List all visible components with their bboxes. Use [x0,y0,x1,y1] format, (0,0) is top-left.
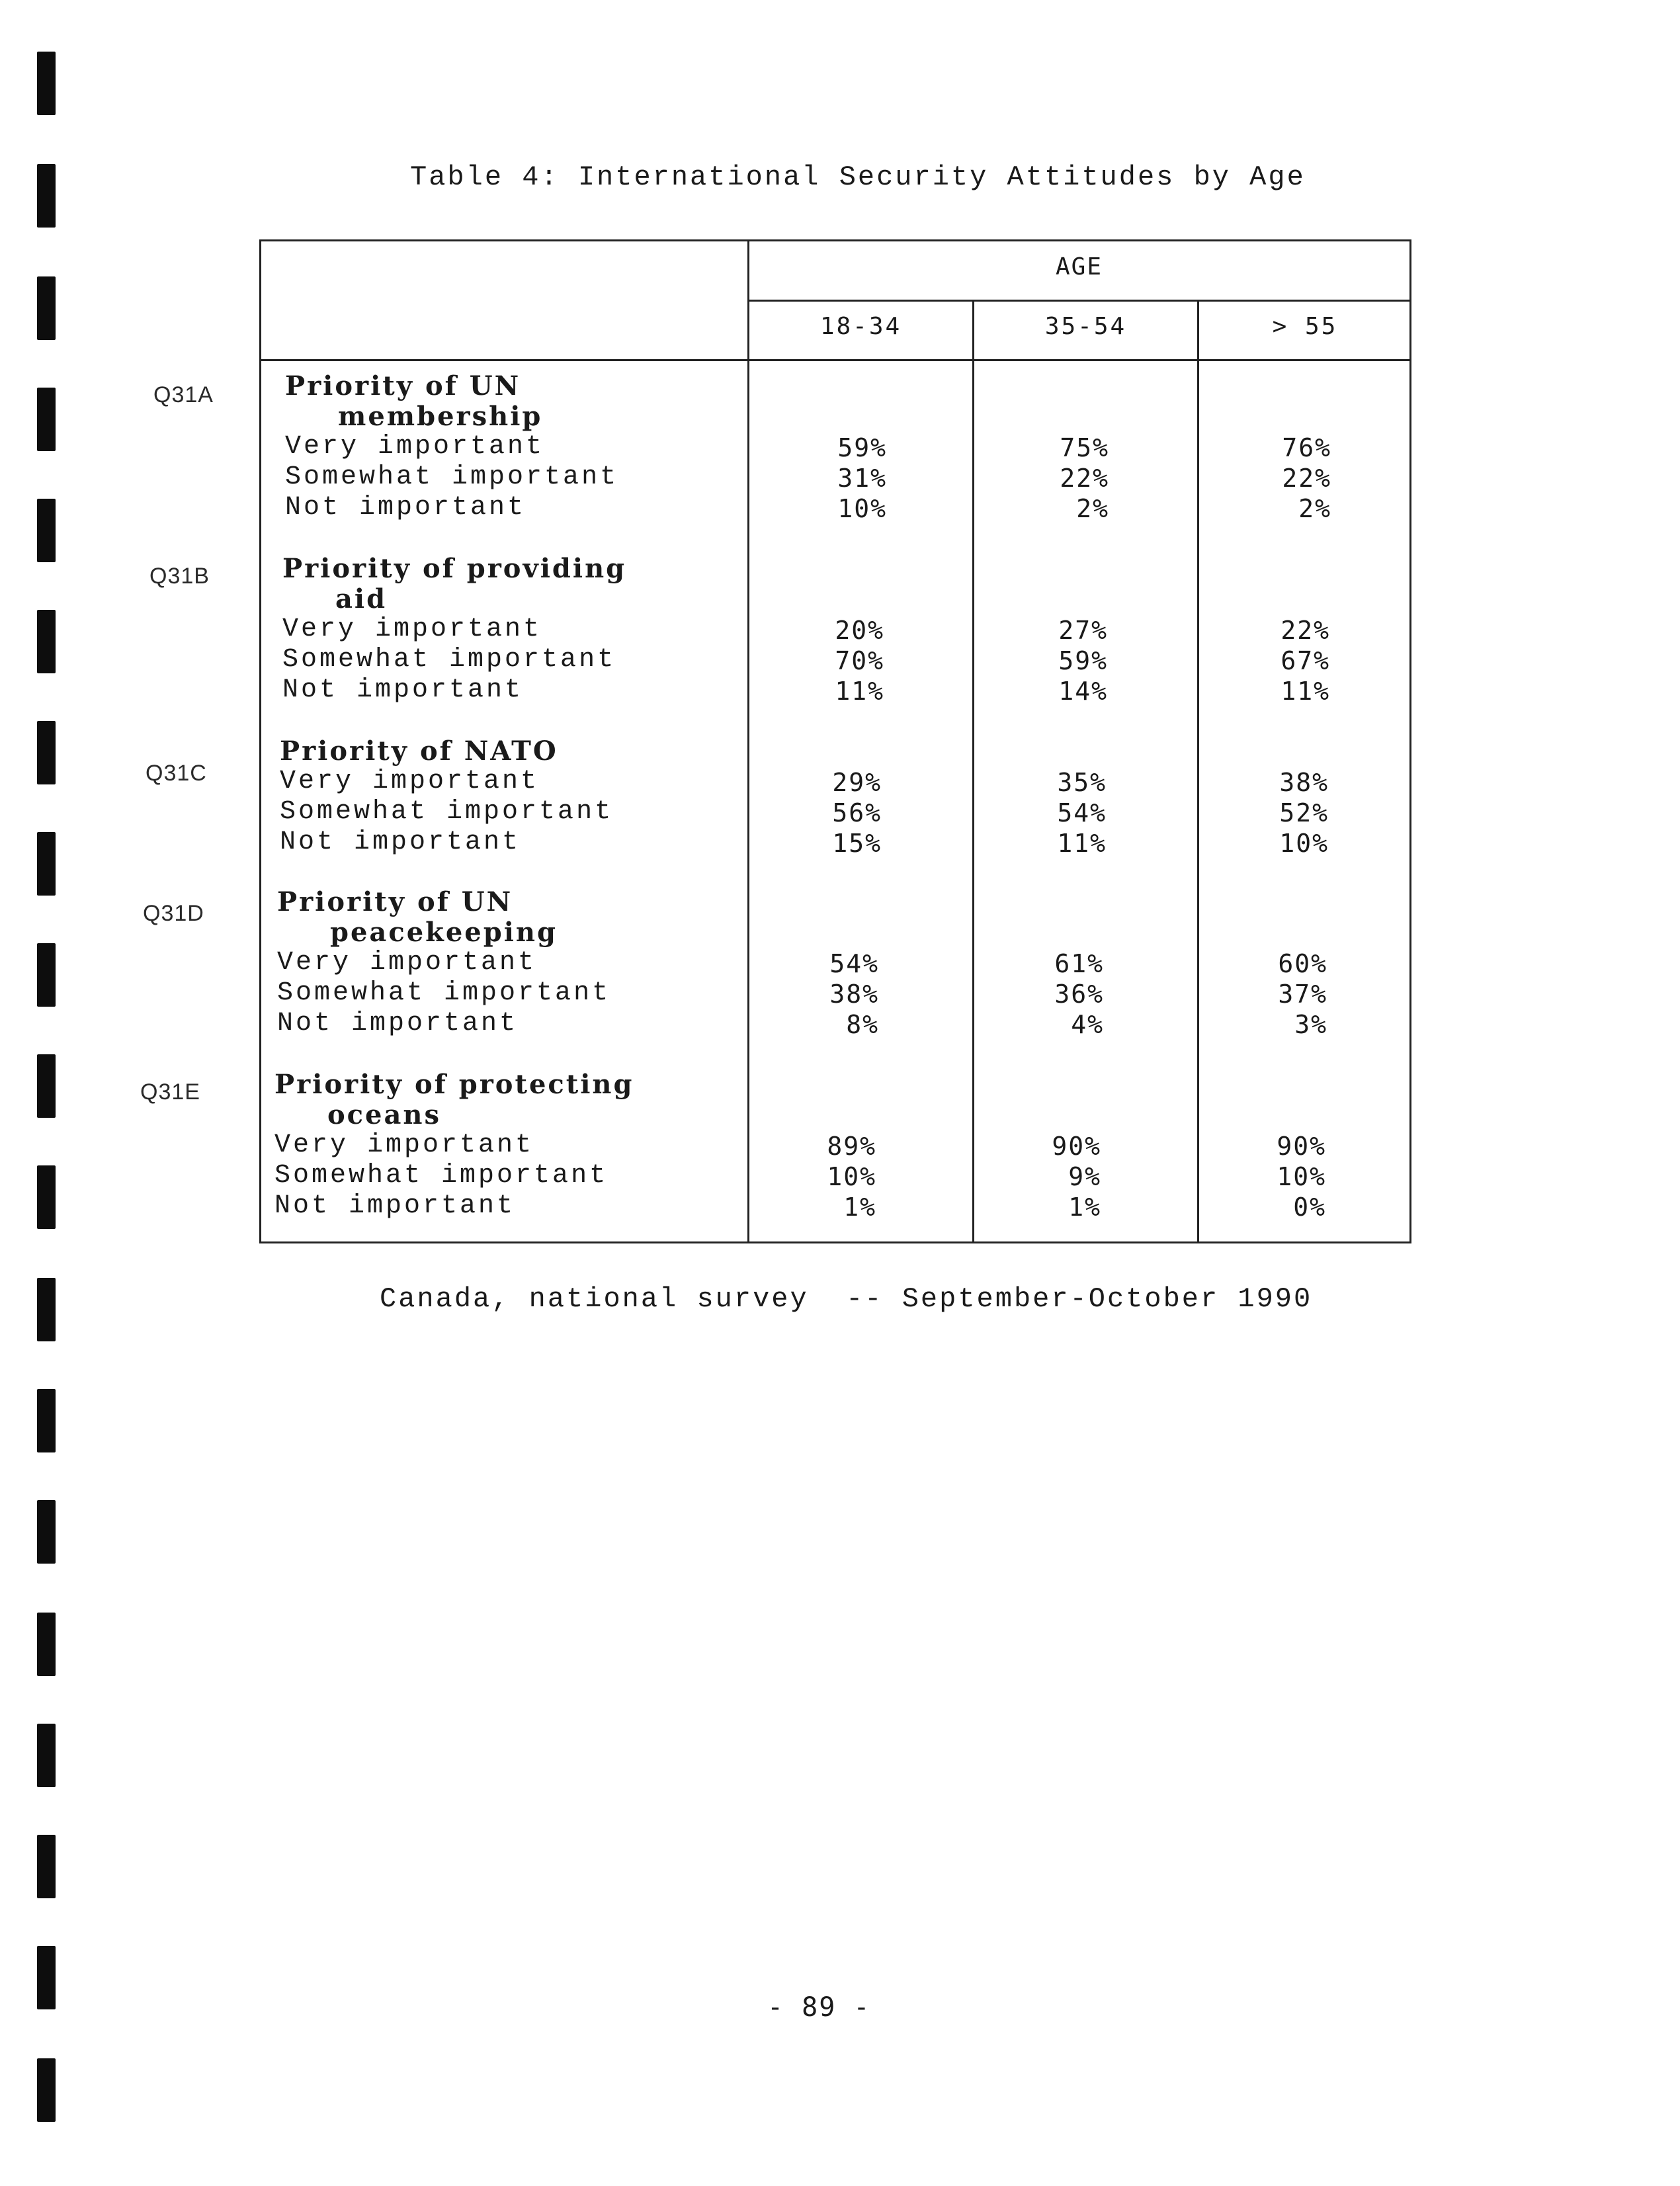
table-cell: 52% [1279,798,1329,827]
section-title-line: Priority of providing [282,553,627,584]
row-label: Very important [282,614,542,644]
table-cell: 29% [832,768,882,797]
section-title [282,554,626,614]
table-cell: 89% [827,1132,876,1161]
section-title-line: Priority of UN [285,370,521,401]
table-cell: 38% [829,980,879,1009]
binder-mark [37,276,56,340]
binder-mark [37,164,56,228]
age-group-header: AGE [1055,253,1103,280]
binder-margin [37,0,56,2186]
section-title-line: aid [335,583,388,614]
table-cell: 22% [1281,616,1330,645]
table-cell: 11% [1057,829,1107,858]
binder-mark [37,1054,56,1118]
table-cell: 1% [843,1193,876,1222]
table-cell: 2% [1298,494,1331,523]
row-label: Very important [274,1130,534,1160]
column-header-over-55: > 55 [1272,313,1338,340]
table-cell: 11% [1281,677,1330,706]
table-cell: 9% [1068,1162,1101,1191]
table-cell: 4% [1071,1010,1104,1039]
table-title: Table 4: International Security Attitudes by Age [410,161,1306,193]
table-cell: 75% [1060,433,1109,462]
table-cell: 61% [1054,949,1104,978]
table-cell: 27% [1058,616,1108,645]
page-number: - 89 - [767,1992,871,2023]
binder-mark [37,1724,56,1787]
question-code-q31c: Q31C [146,761,207,786]
binder-mark [37,832,56,896]
column-divider [1197,300,1199,1241]
binder-mark [37,1165,56,1229]
binder-mark [37,1500,56,1564]
table-cell: 60% [1278,949,1327,978]
table-cell: 70% [835,646,884,675]
binder-mark [37,1278,56,1341]
section-title-line: oceans [327,1099,442,1130]
row-label: Somewhat important [274,1161,609,1191]
table-cell: 59% [837,433,887,462]
row-label: Not important [277,1009,519,1038]
column-divider [747,241,749,1241]
row-label: Very important [285,432,545,462]
table-cell: 11% [835,677,884,706]
section-title [285,371,542,432]
table-cell: 10% [827,1162,876,1191]
binder-mark [37,1613,56,1676]
table-cell: 10% [837,494,887,523]
table-cell: 31% [837,464,887,493]
table-cell: 14% [1058,677,1108,706]
row-label: Somewhat important [277,978,611,1008]
binder-mark [37,2058,56,2122]
column-header-35-54: 35-54 [1044,313,1127,340]
table-cell: 3% [1294,1010,1327,1039]
table-cell: 20% [835,616,884,645]
question-code-q31d: Q31D [143,901,204,926]
table-cell: 67% [1281,646,1330,675]
header-bottom-border [261,359,1409,361]
section-title-line: membership [338,401,543,432]
table-cell: 10% [1277,1162,1326,1191]
table-caption: Canada, national survey -- September-October 1990 [380,1283,1313,1315]
table-cell: 2% [1076,494,1109,523]
column-divider [972,300,974,1241]
row-label: Not important [285,493,526,523]
row-label: Not important [280,827,521,857]
question-code-q31e: Q31E [140,1079,200,1105]
row-label: Somewhat important [285,462,619,492]
section-title-line: peacekeeping [330,917,558,948]
table-cell: 0% [1293,1193,1326,1222]
binder-mark [37,52,56,115]
section-title-line: Priority of UN [277,886,513,917]
row-label: Somewhat important [280,797,614,827]
row-label: Somewhat important [282,645,616,675]
row-label: Not important [274,1191,516,1221]
row-label: Very important [277,948,537,978]
binder-mark [37,943,56,1007]
table-cell: 22% [1060,464,1109,493]
section-title [274,1070,634,1130]
column-header-18-34: 18-34 [819,313,902,340]
table-cell: 8% [846,1010,879,1039]
results-table [259,239,1411,1243]
section-title-line: Priority of NATO [280,736,558,767]
table-cell: 37% [1278,980,1327,1009]
question-code-q31a: Q31A [153,382,214,407]
binder-mark [37,1835,56,1898]
header-divider [747,300,1409,302]
question-code-q31b: Q31B [149,564,210,589]
binder-mark [37,610,56,673]
table-cell: 76% [1282,433,1331,462]
row-label: Very important [280,767,540,796]
table-cell: 15% [832,829,882,858]
table-cell: 90% [1277,1132,1326,1161]
table-cell: 36% [1054,980,1104,1009]
section-title-line: Priority of protecting [274,1069,634,1100]
table-cell: 90% [1052,1132,1101,1161]
table-cell: 56% [832,798,882,827]
table-cell: 59% [1058,646,1108,675]
binder-mark [37,388,56,451]
row-label: Not important [282,675,524,705]
table-cell: 22% [1282,464,1331,493]
binder-mark [37,1946,56,2009]
table-cell: 54% [829,949,879,978]
binder-mark [37,1389,56,1452]
binder-mark [37,499,56,562]
table-cell: 54% [1057,798,1107,827]
table-cell: 10% [1279,829,1329,858]
table-cell: 38% [1279,768,1329,797]
section-title [277,887,558,948]
table-cell: 1% [1068,1193,1101,1222]
table-cell: 35% [1057,768,1107,797]
binder-mark [37,721,56,784]
section-title [280,736,558,767]
